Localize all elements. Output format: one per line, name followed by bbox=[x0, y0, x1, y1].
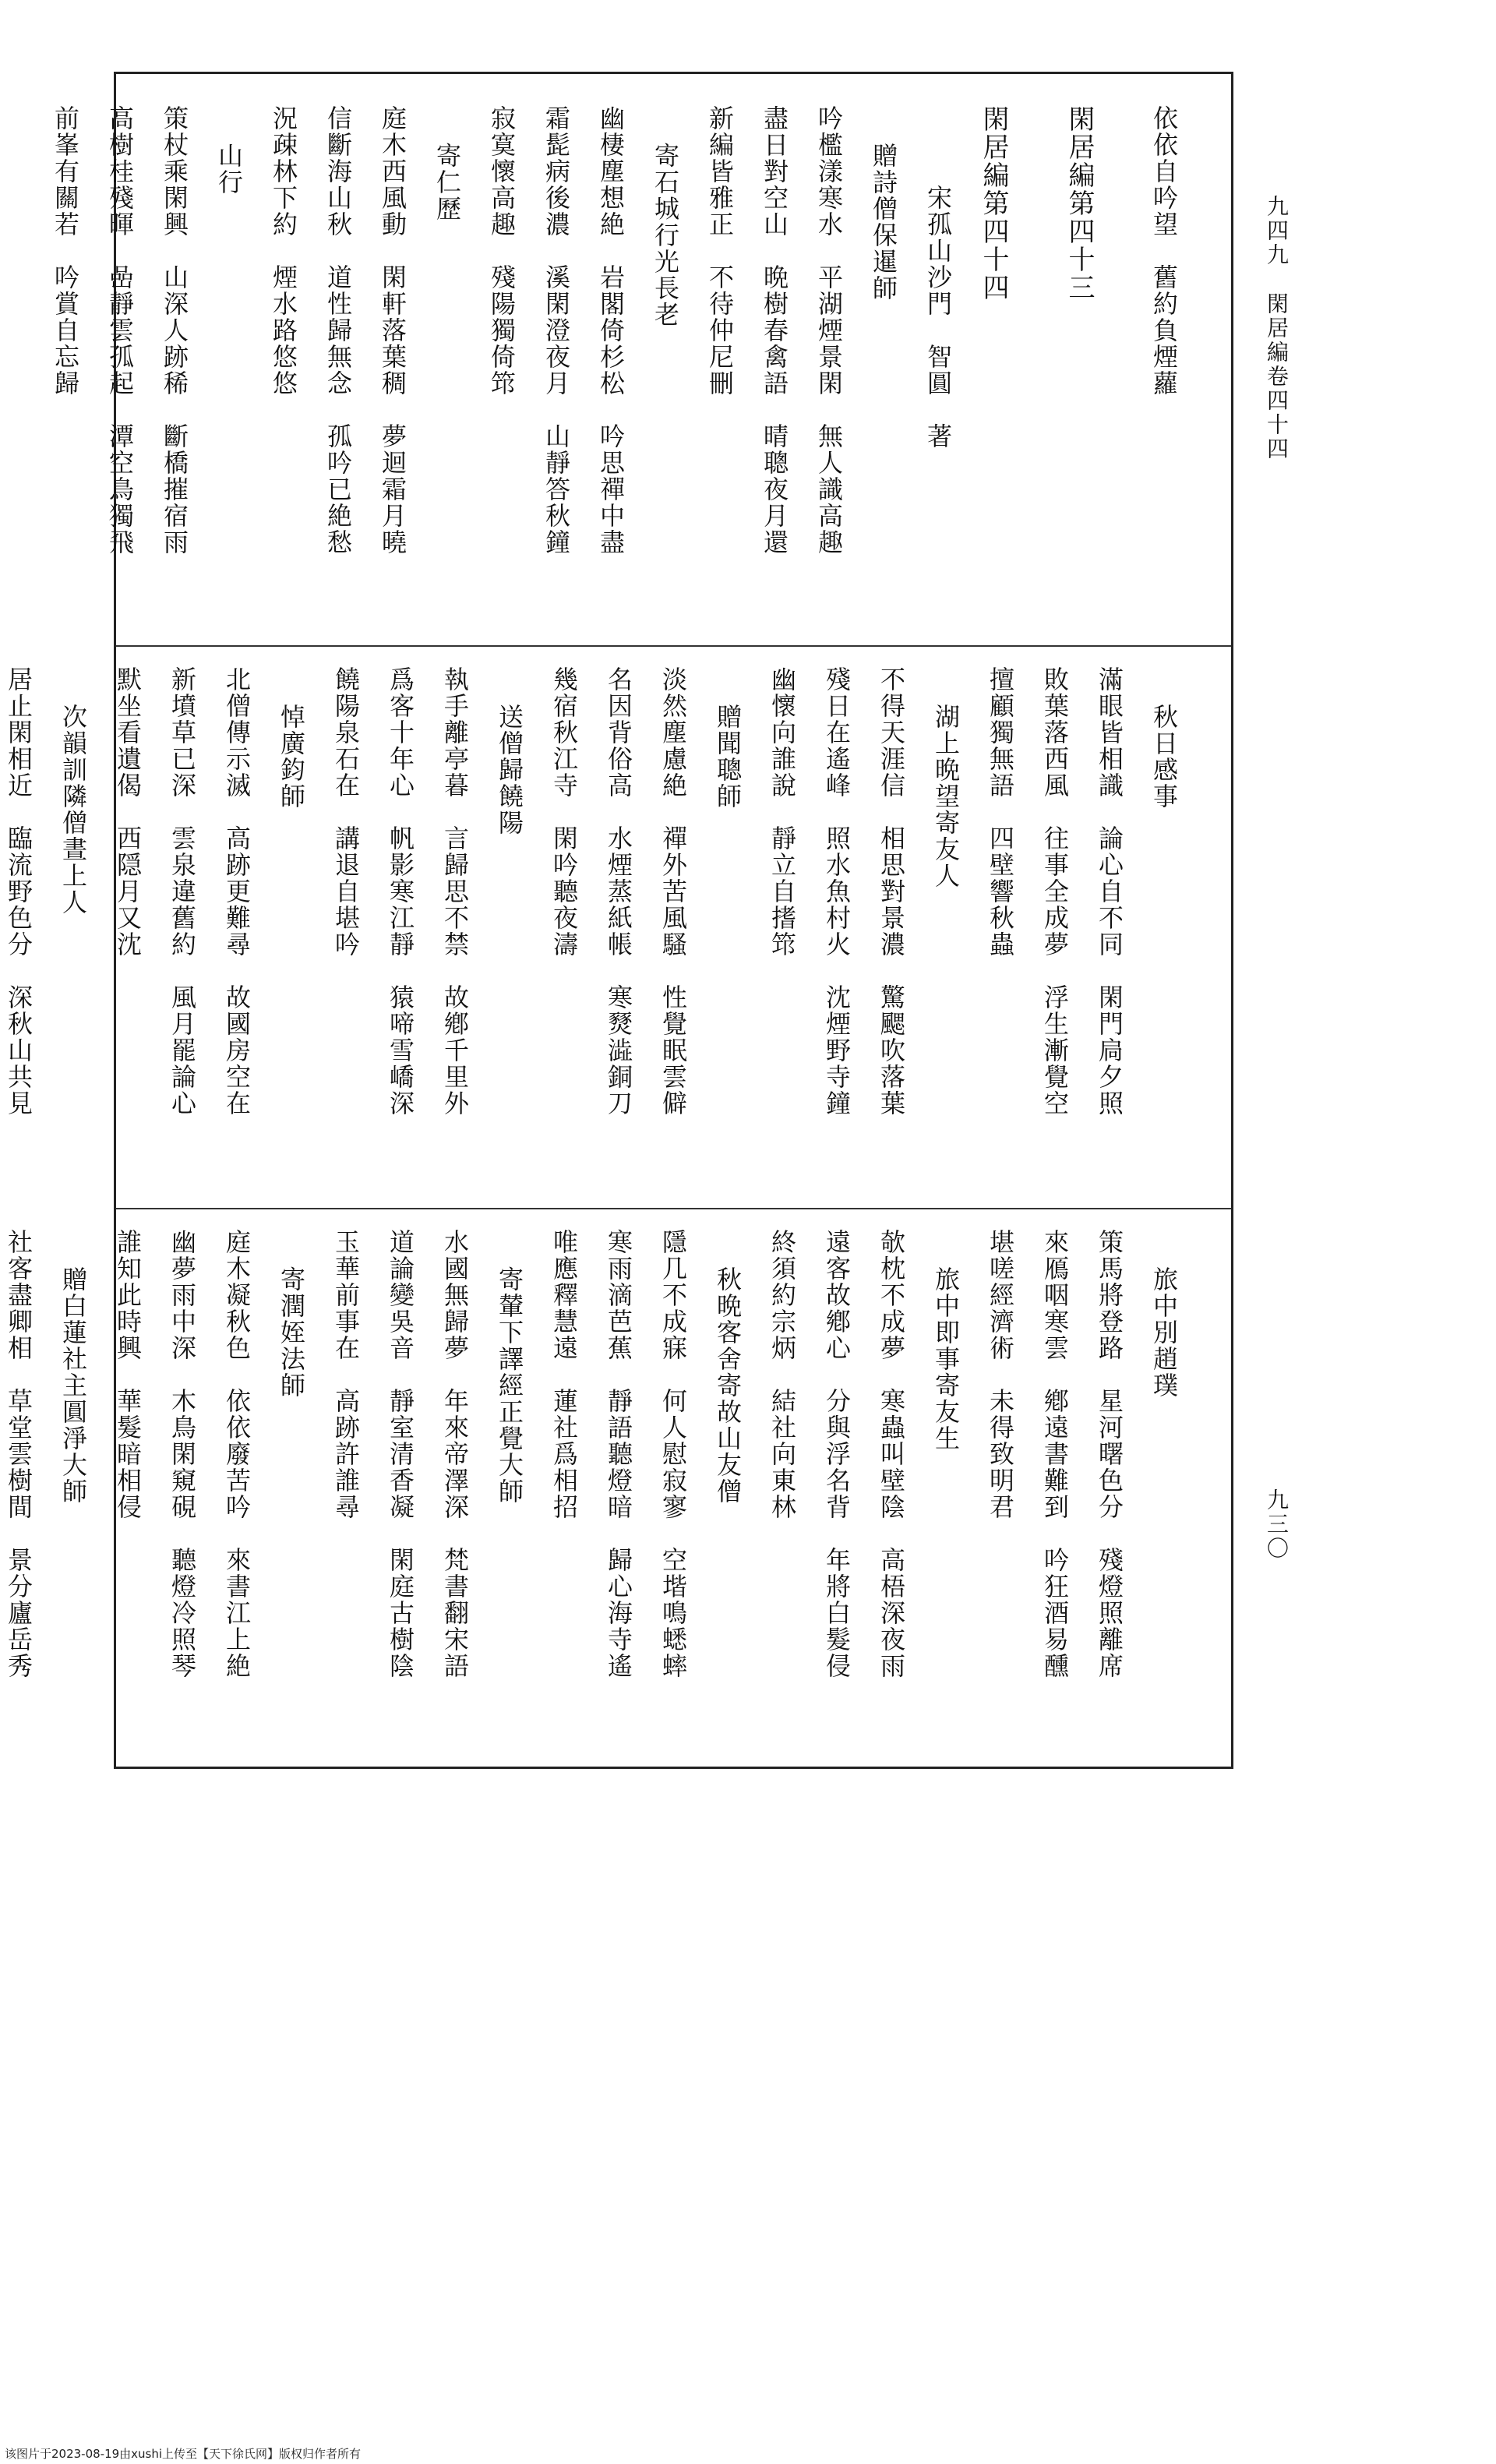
poem-title: 山行 bbox=[214, 143, 244, 196]
section-title: 閑居編第四十三 bbox=[1064, 105, 1095, 302]
poem-title: 旅中別趙璞 bbox=[1149, 1266, 1179, 1399]
text-column: 高樹桂殘暉 嵒靜雲孤起 潭空鳥獨飛 bbox=[105, 105, 135, 556]
text-column: 新墳草已深 雲泉違舊約 風月罷論心 bbox=[168, 666, 197, 1117]
text-column: 道論變吳音 靜室清香凝 閑庭古樹陰 bbox=[386, 1229, 415, 1679]
poem-title: 贈白蓮社主圓淨大師 bbox=[58, 1266, 88, 1505]
text-column: 淡然塵慮絶 禪外苦風騷 性覺眠雲僻 bbox=[658, 666, 688, 1117]
text-column: 終須約宗炳 結社向東林 bbox=[767, 1229, 797, 1520]
poem-title: 贈詩僧保暹師 bbox=[869, 143, 898, 302]
text-column: 社客盡卿相 草堂雲樹間 景分廬岳秀 bbox=[4, 1229, 34, 1679]
text-column: 前峯有關若 吟賞自忘歸 bbox=[51, 105, 80, 397]
page-number: 九四九 bbox=[1264, 195, 1290, 267]
text-column: 宋孤山沙門 智圓 著 bbox=[923, 105, 953, 450]
poem-title: 贈聞聰師 bbox=[713, 704, 743, 810]
text-column: 滿眼皆相識 論心自不同 閑門扃夕照 bbox=[1095, 666, 1124, 1117]
text-column: 來鴈咽寒雲 鄕遠書難到 吟狂酒易醺 bbox=[1040, 1229, 1070, 1679]
text-column: 吟檻漾寒水 平湖煙景閑 無人識高趣 bbox=[814, 105, 844, 556]
text-column: 幽夢雨中深 木鳥閑窺硯 聽燈冷照琴 bbox=[168, 1229, 197, 1679]
text-column: 盡日對空山 晩樹春禽語 晴聰夜月還 bbox=[760, 105, 789, 556]
poem-title: 旅中即事寄友生 bbox=[931, 1266, 961, 1452]
poem-title: 次韻訓隣僧晝上人 bbox=[58, 704, 88, 916]
text-band-middle bbox=[4, 666, 1231, 1188]
text-column: 信斷海山秋 道性歸無念 孤吟已絶愁 bbox=[323, 105, 353, 556]
page-frame bbox=[4, 72, 1233, 1769]
text-column: 策杖乘閑興 山深人跡稀 斷橋摧宿雨 bbox=[160, 105, 189, 556]
text-column: 擅顧獨無語 四壁響秋蟲 bbox=[986, 666, 1015, 958]
poem-title: 寄石城行光長老 bbox=[651, 143, 680, 328]
text-column: 居止閑相近 臨流野色分 深秋山共見 bbox=[4, 666, 34, 1117]
poem-title: 秋日感事 bbox=[1149, 704, 1179, 810]
text-column: 寒雨滴芭蕉 靜語聽燈暗 歸心海寺遙 bbox=[604, 1229, 633, 1679]
text-column: 遠客故鄕心 分與浮名背 年將白髮侵 bbox=[822, 1229, 852, 1679]
text-column: 霜髭病後濃 溪閑澄夜月 山靜答秋鐘 bbox=[542, 105, 571, 556]
poem-title: 湖上晩望寄友人 bbox=[931, 704, 961, 889]
poem-title: 寄仁歷 bbox=[432, 143, 462, 222]
text-column: 堪嗟經濟術 未得致明君 bbox=[986, 1229, 1015, 1520]
text-column: 況疎林下約 煙水路悠悠 bbox=[269, 105, 298, 397]
text-column: 敗葉落西風 往事全成夢 浮生漸覺空 bbox=[1040, 666, 1070, 1117]
text-band-top bbox=[51, 105, 1231, 627]
text-column: 誰知此時興 華髮暗相侵 bbox=[113, 1229, 143, 1520]
poem-title: 寄輦下譯經正覺大師 bbox=[495, 1266, 524, 1505]
text-column: 玉華前事在 高跡許誰尋 bbox=[331, 1229, 361, 1520]
text-column: 唯應釋慧遠 蓮社爲相招 bbox=[549, 1229, 579, 1520]
text-column: 爲客十年心 帆影寒江靜 猿啼雪嶠深 bbox=[386, 666, 415, 1117]
text-column: 隱几不成寐 何人慰寂寥 空堦鳴蟋蟀 bbox=[658, 1229, 688, 1679]
band-divider bbox=[116, 1208, 1231, 1209]
text-column: 饒陽泉石在 講退自堪吟 bbox=[331, 666, 361, 958]
text-column: 庭木西風動 閑軒落葉稠 夢迴霜月曉 bbox=[378, 105, 408, 556]
upload-credit: 该图片于2023-08-19由xushi上传至【天下徐氏网】版权归作者所有 bbox=[5, 2447, 362, 2461]
section-title: 閑居編第四十四 bbox=[978, 105, 1009, 302]
band-divider bbox=[116, 645, 1231, 647]
text-column: 殘日在遙峰 照水魚村火 沈煙野寺鐘 bbox=[822, 666, 852, 1117]
volume-title: 閑居編卷四十四 bbox=[1264, 292, 1290, 461]
text-column: 庭木凝秋色 依依廢苦吟 來書江上絶 bbox=[222, 1229, 252, 1679]
text-column: 幽棲塵想絶 岩閣倚杉松 吟思禪中盡 bbox=[596, 105, 626, 556]
poem-title: 秋晩客舍寄故山友僧 bbox=[713, 1266, 743, 1505]
text-column: 默坐看遺偈 西隠月又沈 bbox=[113, 666, 143, 958]
poem-title: 寄潤姪法師 bbox=[277, 1266, 306, 1399]
text-column: 不得天涯信 相思對景濃 驚颸吹落葉 bbox=[877, 666, 906, 1117]
text-column: 幽懷向誰說 靜立自搘筇 bbox=[767, 666, 797, 958]
text-column: 新編皆雅正 不待仲尼刪 bbox=[705, 105, 735, 397]
text-column: 執手離亭暮 言歸思不禁 故鄕千里外 bbox=[440, 666, 470, 1117]
text-column: 寂寞懷高趣 殘陽獨倚筇 bbox=[487, 105, 517, 397]
text-column: 欹枕不成夢 寒蟲叫壁陰 高梧深夜雨 bbox=[877, 1229, 906, 1679]
leaf-number: 九三〇 bbox=[1264, 1488, 1290, 1561]
text-column: 名因背俗高 水煙蒸紙帳 寒燹澁銅刀 bbox=[604, 666, 633, 1117]
poem-title: 送僧歸饒陽 bbox=[495, 704, 524, 836]
text-column: 策馬將登路 星河曙色分 殘燈照離席 bbox=[1095, 1229, 1124, 1679]
text-column: 水國無歸夢 年來帝澤深 梵書翻宋語 bbox=[440, 1229, 470, 1679]
poem-title: 悼廣鈞師 bbox=[277, 704, 306, 810]
text-band-bottom bbox=[4, 1229, 1231, 1751]
text-column: 幾宿秋江寺 閑吟聽夜濤 bbox=[549, 666, 579, 958]
text-column: 北僧傳示滅 高跡更難尋 故國房空在 bbox=[222, 666, 252, 1117]
text-column: 依依自吟望 舊約負煙蘿 bbox=[1149, 105, 1179, 397]
